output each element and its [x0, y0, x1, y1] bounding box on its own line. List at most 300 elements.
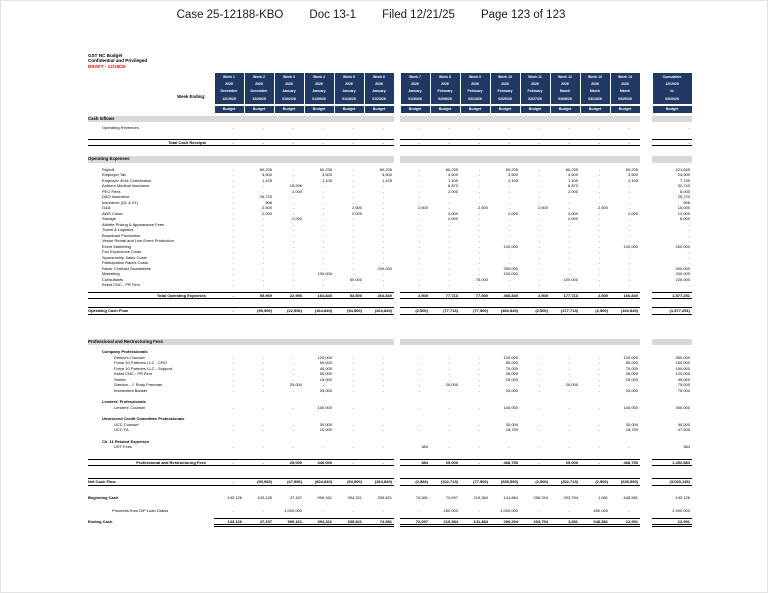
cell: - — [598, 365, 600, 371]
cell: - — [292, 265, 294, 271]
cell: - — [382, 444, 384, 450]
cell: - — [568, 387, 570, 393]
cell: - — [232, 360, 234, 366]
cell: 141,884 — [460, 518, 490, 526]
cell: - — [418, 365, 420, 371]
budget-table — [88, 73, 693, 527]
cell: 75,000 — [677, 387, 690, 393]
cell: - — [262, 387, 264, 393]
cell: - — [538, 382, 540, 388]
cumulative-header-line: to — [670, 89, 674, 94]
spacer-cell — [88, 314, 692, 339]
cell: - — [418, 376, 420, 382]
budget-cell: Budget — [460, 105, 490, 113]
week-header-line: January — [372, 89, 386, 94]
cell: - — [628, 205, 630, 211]
cell: - — [262, 376, 264, 382]
cell: (95,969) — [244, 308, 274, 315]
cell: - — [478, 354, 480, 360]
row-label: Lenders' Professionals — [102, 399, 146, 405]
row-label: Proceeds from DIP Loan Draws — [112, 508, 169, 514]
cell: - — [322, 254, 324, 260]
week-header-line: 2026 — [441, 82, 449, 87]
cell: - — [598, 221, 600, 227]
cell: - — [292, 376, 294, 382]
cell: (2,500) — [580, 479, 610, 486]
cell: 384 — [400, 459, 430, 466]
cell: - — [478, 404, 480, 410]
row-label: Racer Contract Guarantees — [102, 265, 151, 271]
cell: 2,500 — [351, 205, 362, 211]
cell: - — [568, 271, 570, 277]
cell: - — [538, 166, 540, 172]
cell: - — [418, 276, 420, 282]
week-header-line: Week 4 — [313, 74, 325, 79]
week-header — [274, 73, 304, 105]
cell: 3,500 — [261, 172, 272, 178]
cell: - — [598, 427, 600, 433]
cell: 15,000 — [319, 376, 332, 382]
week-header-line: 2026 — [471, 82, 479, 87]
cell: 1,577,251 — [652, 292, 692, 299]
cell: - — [478, 238, 480, 244]
week-header — [490, 73, 520, 105]
cell: - — [214, 459, 244, 466]
cell: 15,000 — [625, 376, 638, 382]
week-header-line: 2026 — [345, 82, 353, 87]
cell: 22,996 — [274, 292, 304, 299]
row-label: Beginning Cash — [88, 494, 119, 500]
cell: - — [304, 139, 334, 146]
cell: - — [262, 249, 264, 255]
cell: - — [322, 199, 324, 205]
row-label: Kekst CNC - PR Firm — [102, 282, 140, 288]
cell: - — [478, 254, 480, 260]
cell: (2,884) — [400, 479, 430, 486]
cell: - — [382, 183, 384, 189]
week-header — [460, 73, 490, 105]
cell: - — [568, 260, 570, 266]
cell: - — [322, 221, 324, 227]
row-label: Operating Expenses — [88, 156, 214, 163]
cell: 120,000 — [317, 354, 332, 360]
week-header-line: Week 8 — [439, 74, 451, 79]
cell: - — [232, 508, 234, 514]
week-header-line: 03/20/26 — [618, 96, 632, 101]
cell: - — [628, 194, 630, 200]
cell: - — [628, 125, 630, 131]
cell: - — [352, 227, 354, 233]
cell: 6,000 — [679, 216, 690, 222]
cell: - — [478, 371, 480, 377]
row-label: Broadcast Production — [102, 232, 141, 238]
cell: - — [352, 232, 354, 238]
cell: 200,000 — [675, 271, 690, 277]
week-header-line: 02/06/26 — [438, 96, 452, 101]
cell: 25,000 — [430, 459, 460, 466]
cell: - — [628, 221, 630, 227]
cell: 100,000 — [563, 276, 578, 282]
budget-cell: Budget — [520, 105, 550, 113]
case-header — [0, 9, 742, 21]
cell: 190,000 — [675, 365, 690, 371]
cell: - — [568, 232, 570, 238]
cell: 2,000 — [447, 188, 458, 194]
cell: - — [292, 371, 294, 377]
week-header-line: Week 9 — [469, 74, 481, 79]
cell: 648,581 — [580, 518, 610, 526]
cell: 206,294 — [533, 494, 548, 500]
cell: - — [334, 139, 364, 146]
cell: 25,000 — [550, 459, 580, 466]
cell: - — [448, 194, 450, 200]
table-head — [88, 73, 692, 113]
cell: 35,000 — [505, 371, 518, 377]
cell: 200,000 — [675, 243, 690, 249]
cell: (202,713) — [550, 479, 580, 486]
cell: - — [628, 227, 630, 233]
cell: (164,840) — [304, 308, 334, 315]
week-header-line: 2026 — [501, 82, 509, 87]
cell: 75,000 — [625, 365, 638, 371]
row-label: G&A — [102, 205, 111, 211]
cell: - — [598, 444, 600, 450]
cell: - — [568, 194, 570, 200]
cell: - — [292, 444, 294, 450]
cell: - — [538, 210, 540, 216]
confidential-label: Confidential and Privileged — [88, 58, 148, 64]
cell: 143,126 — [675, 494, 690, 500]
cell: - — [292, 427, 294, 433]
cell: - — [430, 139, 460, 146]
cell: - — [508, 199, 510, 205]
cell: - — [232, 205, 234, 211]
cell: 90,000 — [677, 421, 690, 427]
cell: 25,000 — [274, 459, 304, 466]
cell: - — [292, 227, 294, 233]
cell: - — [214, 479, 244, 486]
cell: - — [598, 276, 600, 282]
cell: - — [598, 216, 600, 222]
cell: 60,235 — [319, 166, 332, 172]
budget-cell: Budget — [400, 105, 430, 113]
cell: - — [382, 365, 384, 371]
cell: - — [520, 139, 550, 146]
cell: - — [508, 194, 510, 200]
cell: - — [352, 194, 354, 200]
case-number: Case 25-12188-KBO — [176, 9, 284, 21]
cell: - — [418, 282, 420, 288]
cell: - — [400, 139, 430, 146]
cell: - — [262, 365, 264, 371]
budget-cell: Budget — [430, 105, 460, 113]
cell: - — [538, 249, 540, 255]
cell: - — [232, 265, 234, 271]
budget-row — [88, 105, 692, 113]
cell: 120,000 — [623, 354, 638, 360]
cell: 25,000 — [445, 382, 458, 388]
cell: (2,500) — [520, 308, 550, 315]
cell: - — [232, 188, 234, 194]
row-label: Force 10 Partners LLC - Support — [114, 365, 173, 371]
cell: - — [598, 282, 600, 288]
cell: - — [418, 216, 420, 222]
cell: - — [478, 216, 480, 222]
cell: 47,157 — [244, 518, 274, 526]
cell: - — [262, 508, 264, 514]
cell: - — [478, 282, 480, 288]
cell: - — [292, 210, 294, 216]
cell: - — [232, 404, 234, 410]
row-label: Professional and Restructuring Fees — [88, 339, 214, 346]
cell: - — [292, 177, 294, 183]
cell: - — [688, 227, 690, 233]
week-header-line: Week 13 — [588, 74, 602, 79]
cell: - — [352, 387, 354, 393]
week-header-line: March — [619, 89, 631, 94]
cell: 466,840 — [490, 292, 520, 299]
cell: - — [292, 254, 294, 260]
cell: - — [352, 427, 354, 433]
cell: - — [538, 227, 540, 233]
cell: - — [508, 254, 510, 260]
cell: 50,000 — [625, 360, 638, 366]
row-label: UCC Counsel — [114, 421, 139, 427]
cell: - — [538, 282, 540, 288]
cell: 166,840 — [610, 292, 640, 299]
cell: - — [244, 139, 274, 146]
row-label: Kekst CNC - PR Firm — [114, 371, 152, 377]
cell: - — [568, 371, 570, 377]
cell: - — [382, 221, 384, 227]
cell: 15,000 — [677, 205, 690, 211]
cell: 47,500 — [677, 427, 690, 433]
cell: 100,000 — [623, 243, 638, 249]
cell: 999,161 — [274, 518, 304, 526]
week-header-line: February — [527, 89, 543, 94]
row-label: Operating Revenues — [102, 125, 139, 131]
cell: - — [538, 188, 540, 194]
cell: 2,000 — [567, 216, 578, 222]
week-header — [580, 73, 610, 105]
spacer-cell — [88, 299, 692, 308]
cell: - — [292, 166, 294, 172]
cell: 2,000 — [291, 188, 302, 194]
cell: - — [598, 243, 600, 249]
cell: - — [232, 216, 234, 222]
cell: 394,321 — [347, 494, 362, 500]
cell: - — [418, 371, 420, 377]
cell: - — [382, 243, 384, 249]
week-header-line: 2025 — [225, 82, 233, 87]
cell: - — [598, 376, 600, 382]
cell: - — [448, 232, 450, 238]
cell: 2,000 — [447, 210, 458, 216]
cell: - — [262, 254, 264, 260]
cell: - — [418, 243, 420, 249]
budget-cell: Budget — [550, 105, 580, 113]
cell: - — [478, 183, 480, 189]
cell: - — [568, 421, 570, 427]
cell: 421,645 — [675, 166, 690, 172]
cell: - — [538, 199, 540, 205]
week-header-line: 2026 — [411, 82, 419, 87]
cell: (3,030,135) — [652, 479, 692, 486]
cell: - — [448, 360, 450, 366]
cell: - — [598, 238, 600, 244]
row-label: Payroll — [102, 166, 115, 172]
week-header-line: Week 12 — [558, 74, 572, 79]
cell: 24,500 — [677, 172, 690, 178]
cell: - — [352, 365, 354, 371]
week-header-line: 01/30/26 — [408, 96, 422, 101]
cell: - — [508, 249, 510, 255]
cell: - — [334, 459, 364, 466]
cell: 60,235 — [445, 166, 458, 172]
row-label: UST Fees — [114, 444, 132, 450]
cell: - — [508, 232, 510, 238]
cell: 2,000 — [507, 210, 518, 216]
cell: - — [418, 387, 420, 393]
cell: 7,735 — [679, 177, 690, 183]
cell: - — [448, 421, 450, 427]
cell: - — [628, 265, 630, 271]
cell: 50,000 — [319, 371, 332, 377]
cell: - — [538, 243, 540, 249]
cell: - — [262, 276, 264, 282]
cell: - — [628, 232, 630, 238]
cell: 300,000 — [675, 404, 690, 410]
cell: 219,384 — [473, 494, 488, 500]
row-label: Professional and Restructuring Fees — [88, 459, 214, 466]
cell: - — [478, 265, 480, 271]
cell: 143,126 — [257, 494, 272, 500]
cell: 25,000 — [565, 382, 578, 388]
cell: - — [568, 376, 570, 382]
cell: 3,500 — [381, 172, 392, 178]
cell: 74,981 — [364, 518, 394, 526]
cell: 2,500 — [580, 292, 610, 299]
cell: - — [478, 249, 480, 255]
budget-cell: Budget — [610, 105, 640, 113]
cell: - — [448, 387, 450, 393]
cell: - — [244, 459, 274, 466]
cell: 468,750 — [610, 459, 640, 466]
cell: - — [352, 444, 354, 450]
cell: 2,900,000 — [672, 508, 690, 514]
week-header — [304, 73, 334, 105]
cell: 2,500 — [520, 292, 550, 299]
cell: - — [232, 227, 234, 233]
cell: - — [232, 365, 234, 371]
cell: - — [568, 365, 570, 371]
cell: - — [352, 382, 354, 388]
cell: - — [538, 404, 540, 410]
cell: - — [478, 199, 480, 205]
cell: - — [508, 382, 510, 388]
cell: - — [598, 172, 600, 178]
cell: - — [292, 194, 294, 200]
cell: - — [232, 371, 234, 377]
spacer-cell — [88, 131, 692, 140]
cell: - — [418, 508, 420, 514]
cell: - — [382, 354, 384, 360]
cumulative-header — [652, 73, 692, 105]
cell: - — [538, 444, 540, 450]
cell: - — [538, 125, 540, 131]
cell: (264,840) — [364, 308, 394, 315]
row-label: PEO Fees — [102, 188, 121, 194]
cell: - — [232, 199, 234, 205]
cell: 141,884 — [503, 494, 518, 500]
budget-cell: Budget — [364, 105, 394, 113]
cell: - — [262, 221, 264, 227]
cell: - — [232, 249, 234, 255]
cell: - — [460, 139, 490, 146]
row-label: AWS Cloud — [102, 210, 123, 216]
spacer-cell — [88, 450, 692, 460]
budget-cell: Budget — [580, 105, 610, 113]
cell: - — [232, 376, 234, 382]
cell: 18,750 — [505, 427, 518, 433]
cell: - — [232, 427, 234, 433]
week-header-line: December — [250, 89, 268, 94]
cell: - — [448, 238, 450, 244]
cell: - — [418, 421, 420, 427]
cell: 25,723 — [259, 194, 272, 200]
cell: 18,996 — [289, 183, 302, 189]
cell: - — [628, 216, 630, 222]
cell: - — [598, 382, 600, 388]
cell: - — [322, 382, 324, 388]
cell: - — [322, 276, 324, 282]
cell: - — [688, 125, 690, 131]
page-number: Page 123 of 123 — [480, 9, 566, 21]
cell: 3,500 — [627, 172, 638, 178]
cell: 75,000 — [505, 365, 518, 371]
row-label: D&O Insurance — [102, 194, 130, 200]
cell: - — [478, 194, 480, 200]
cell: - — [322, 282, 324, 288]
cell: - — [688, 221, 690, 227]
week-header-line: 2026 — [285, 82, 293, 87]
budget-cell: Budget — [274, 105, 304, 113]
cell: - — [352, 282, 354, 288]
cell: - — [598, 210, 600, 216]
cell: - — [292, 232, 294, 238]
cell: 25,723 — [677, 194, 690, 200]
week-header-line: Week 14 — [618, 74, 632, 79]
cell: - — [448, 271, 450, 277]
cell: 1,105 — [507, 177, 518, 183]
cell: - — [292, 260, 294, 266]
cell: 339,821 — [334, 518, 364, 526]
cell: 339,821 — [377, 494, 392, 500]
cell: (604,840) — [304, 479, 334, 486]
cell: - — [382, 271, 384, 277]
cell: 47,157 — [289, 494, 302, 500]
cell: - — [352, 243, 354, 249]
cell: 200,000 — [503, 265, 518, 271]
row-label: Unsecured Credit Committee Professionals — [102, 416, 185, 422]
cell: - — [538, 260, 540, 266]
cell: - — [232, 177, 234, 183]
cell: - — [262, 232, 264, 238]
cell: - — [478, 210, 480, 216]
budget-cell: Budget — [652, 105, 692, 113]
row-label: Lenders' Counsel — [114, 404, 146, 410]
cell: - — [232, 183, 234, 189]
